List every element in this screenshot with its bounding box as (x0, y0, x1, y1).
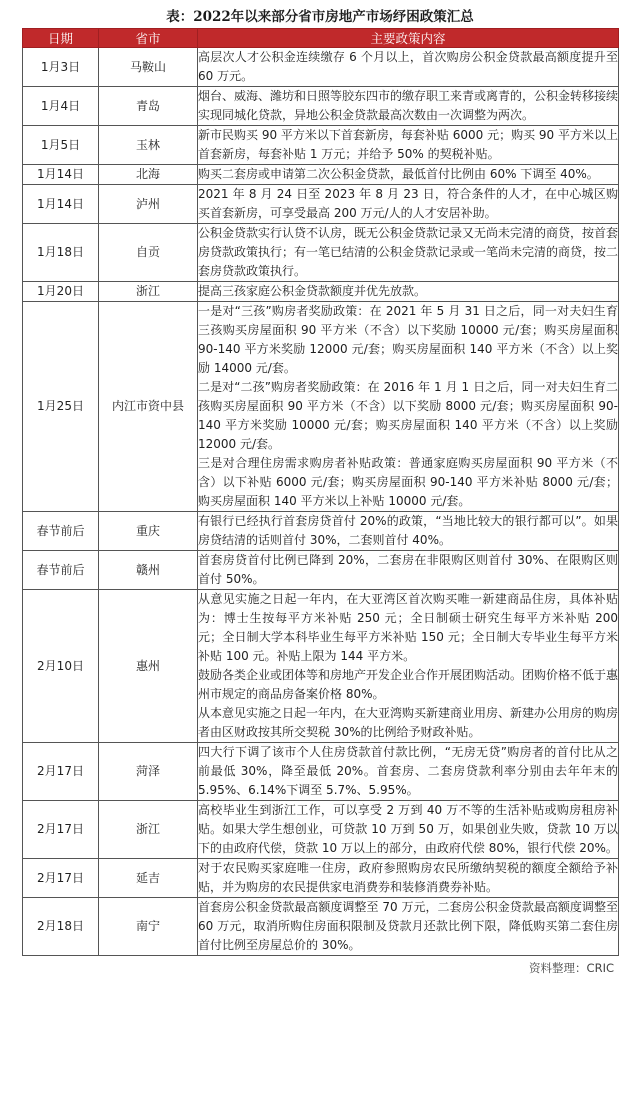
row-policy-content (198, 898, 619, 956)
policy-paragraph: 有银行已经执行首套房贷首付 20%的政策，“当地比较大的银行都可以”。如果房贷结清的话则首付 30%，二套则首付 40%。 (198, 514, 618, 547)
header-date: 日期 (23, 29, 99, 48)
policy-paragraph: 一是对“三孩”购房者奖励政策：在 2021 年 5 月 31 日之后，同一对夫妇生育三孩购买房屋面积 90 平方米（不含）以下奖励 10000 元/套；购买房屋面积 90-140 平方米奖励 12000 元/套；购买房屋面积 140 平方米（不含）以上奖励 14000 元/套。 (198, 304, 618, 375)
policy-table (22, 28, 619, 956)
policy-paragraph: 从意见实施之日起一年内，在大亚湾区首次购买唯一新建商品住房，具体补贴为：博士生按每平方米补贴 250 元；全日制硕士研究生每平方米补贴 200 元；全日制大学本科毕业生每平方米补贴 150 元；全日制大专毕业生每平方米补贴 100 元。补贴上限为 144 平方米。 (198, 592, 618, 663)
row-policy-content (198, 302, 619, 512)
table-row (23, 859, 619, 898)
policy-paragraph: 提高三孩家庭公积金贷款额度并优先放款。 (198, 284, 427, 298)
row-date: 1月20日 (23, 282, 99, 302)
row-city: 赣州 (99, 551, 198, 590)
row-date: 2月17日 (23, 743, 99, 801)
row-policy-content (198, 126, 619, 165)
row-city: 内江市资中县 (99, 302, 198, 512)
row-date: 2月17日 (23, 801, 99, 859)
table-row (23, 898, 619, 956)
policy-paragraph: 公积金贷款实行认贷不认房，既无公积金贷款记录又无尚未完清的商贷，按首套房贷款政策执行；有一笔已结清的公积金贷款记录或一笔尚未完清的商贷，按二套房贷款政策执行。 (198, 226, 619, 278)
policy-paragraph: 首套房贷首付比例已降到 20%，二套房在非限购区则首付 30%、在限购区则首付 50%。 (198, 553, 618, 586)
row-policy-content (198, 165, 619, 185)
table-row (23, 48, 619, 87)
table-row (23, 743, 619, 801)
row-date: 1月18日 (23, 224, 99, 282)
row-date: 2月18日 (23, 898, 99, 956)
row-policy-content (198, 801, 619, 859)
table-row (23, 87, 619, 126)
row-date: 1月3日 (23, 48, 99, 87)
row-city: 泸州 (99, 185, 198, 224)
row-city: 北海 (99, 165, 198, 185)
row-policy-content (198, 551, 619, 590)
row-date: 2月10日 (23, 590, 99, 743)
policy-paragraph: 高层次人才公积金连续缴存 6 个月以上，首次购房公积金贷款最高额度提升至 60 万元。 (198, 50, 618, 83)
row-city: 延吉 (99, 859, 198, 898)
row-date: 1月14日 (23, 185, 99, 224)
table-title: 表：2022年以来部分省市房地产市场纾困政策汇总 (166, 9, 474, 25)
table-row (23, 302, 619, 512)
row-date: 春节前后 (23, 551, 99, 590)
policy-paragraph: 二是对“二孩”购房者奖励政策：在 2016 年 1 月 1 日之后，同一对夫妇生育二孩购买房屋面积 90 平方米（不含）以下奖励 8000 元/套；购买房屋面积 90-140 平方米奖励 10000 元/套；购买房屋面积 140 平方米（不含）以上奖励 12000 元/套。 (198, 380, 618, 451)
row-city: 菏泽 (99, 743, 198, 801)
row-date: 1月4日 (23, 87, 99, 126)
row-policy-content (198, 87, 619, 126)
row-city: 南宁 (99, 898, 198, 956)
row-city: 浙江 (99, 801, 198, 859)
header-content: 主要政策内容 (198, 29, 619, 48)
policy-paragraph: 2021 年 8 月 24 日至 2023 年 8 月 23 日，符合条件的人才，在中心城区购买首套新房，可享受最高 200 万元/人的人才安居补助。 (198, 187, 618, 220)
row-policy-content (198, 224, 619, 282)
row-date: 1月14日 (23, 165, 99, 185)
row-date: 1月25日 (23, 302, 99, 512)
row-date: 2月17日 (23, 859, 99, 898)
policy-paragraph: 高校毕业生到浙江工作，可以享受 2 万到 40 万不等的生活补贴或购房租房补贴。如果大学生想创业，可贷款 10 万到 50 万，如果创业失败，贷款 10 万以下的由政府代偿，贷款 10 万以上的部分，由政府代偿 80%，银行代偿 20%。 (198, 803, 618, 855)
policy-paragraph: 从本意见实施之日起一年内，在大亚湾购买新建商业用房、新建办公用房的购房者由区财政按其所交契税 30%的比例给予财政补贴。 (198, 706, 619, 739)
policy-paragraph: 对于农民购买家庭唯一住房，政府参照购房农民所缴纳契税的额度全额给予补贴，并为购房的农民提供家电消费券和装修消费券补贴。 (198, 861, 618, 894)
row-city: 重庆 (99, 512, 198, 551)
table-row (23, 126, 619, 165)
header-city: 省市 (99, 29, 198, 48)
table-row (23, 282, 619, 302)
row-policy-content (198, 282, 619, 302)
table-header-row (23, 29, 619, 48)
policy-paragraph: 三是对合理住房需求购房者补贴政策：普通家庭购买房屋面积 90 平方米（不含）以下补贴 6000 元/套；购买房屋面积 90-140 平方米补贴 8000 元/套；购买房屋面积 140 平方米以上补贴 10000 元/套。 (198, 456, 618, 508)
source-note: 资料整理：CRIC (529, 961, 614, 975)
row-policy-content (198, 859, 619, 898)
row-city: 青岛 (99, 87, 198, 126)
row-date: 春节前后 (23, 512, 99, 551)
policy-paragraph: 首套房公积金贷款最高额度调整至 70 万元，二套房公积金贷款最高额度调整至 60 万元，取消所购住房面积限制及贷款月还款比例下限，降低购买第二套住房首付比例至房屋总价的 30%。 (198, 900, 618, 952)
row-city: 自贡 (99, 224, 198, 282)
table-row (23, 590, 619, 743)
table-body (23, 48, 619, 956)
table-row (23, 185, 619, 224)
policy-paragraph: 新市民购买 90 平方米以下首套新房，每套补贴 6000 元；购买 90 平方米以上首套新房，每套补贴 1 万元；并给予 50% 的契税补贴。 (198, 128, 618, 161)
table-row (23, 512, 619, 551)
row-policy-content (198, 48, 619, 87)
row-policy-content (198, 590, 619, 743)
row-policy-content (198, 512, 619, 551)
row-policy-content (198, 743, 619, 801)
policy-paragraph: 鼓励各类企业或团体等和房地产开发企业合作开展团购活动。团购价格不低于惠州市规定的商品房备案价格 80%。 (198, 668, 619, 701)
row-city: 惠州 (99, 590, 198, 743)
row-policy-content (198, 185, 619, 224)
policy-paragraph: 烟台、威海、潍坊和日照等胶东四市的缴存职工来青或离青的，公积金转移接续实现同城化贷款，异地公积金贷款最高次数由一次调整为两次。 (198, 89, 619, 122)
row-city: 马鞍山 (99, 48, 198, 87)
row-date: 1月5日 (23, 126, 99, 165)
table-row (23, 551, 619, 590)
policy-paragraph: 四大行下调了该市个人住房贷款首付款比例，“无房无贷”购房者的首付比从之前最低 30%，降至最低 20%。首套房、二套房贷款利率分别由去年年末的 5.95%、6.14%下调至 5.7%、5.95%。 (198, 745, 618, 797)
table-row (23, 801, 619, 859)
table-row (23, 224, 619, 282)
row-city: 浙江 (99, 282, 198, 302)
table-row (23, 165, 619, 185)
row-city: 玉林 (99, 126, 198, 165)
policy-paragraph: 购买二套房或申请第二次公积金贷款，最低首付比例由 60% 下调至 40%。 (198, 167, 599, 181)
